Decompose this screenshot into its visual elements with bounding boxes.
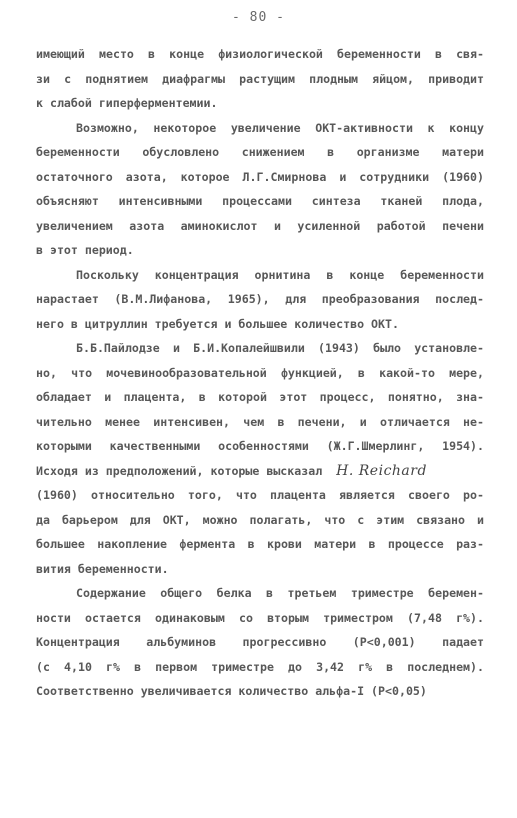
- text-line: имеющий место в конце физиологической беременности в свя-: [36, 47, 484, 61]
- text-line: остаточного азота, которое Л.Г.Смирнова и сотрудники (1960): [36, 169, 484, 184]
- text-line: зи с поднятием диафрагмы растущим плодным яйцом, приводит: [36, 71, 484, 86]
- text-line: объясняют интенсивными процессами синтеза тканей плода,: [36, 194, 484, 208]
- text-line: Содержание общего белка в третьем триместре беремен-: [76, 586, 484, 600]
- text-line: него в цитруллин требуется и большее количество ОКТ.: [36, 316, 399, 331]
- handwritten-author-name: H. Reichard: [336, 462, 427, 479]
- text-line: к слабой гиперферментемии.: [36, 96, 218, 110]
- text-segment: Исходя из предположений, которые высказал: [36, 463, 323, 478]
- text-line: в этот период.: [36, 243, 134, 257]
- text-line-with-handwriting: [36, 459, 484, 484]
- text-line: чительно менее интенсивен, чем в печени, и отличается не-: [36, 414, 484, 429]
- text-line: Возможно, некоторое увеличение ОКТ-активности к концу: [76, 120, 484, 135]
- body-text: [36, 42, 484, 704]
- text-line: но, что мочевинообразовательной функцией, в какой-то мере,: [36, 365, 484, 380]
- text-line: Поскольку концентрация орнитина в конце беременности: [76, 267, 484, 282]
- text-line: да барьером для ОКТ, можно полагать, что с этим связано и: [36, 512, 484, 527]
- page-number: - 80 -: [232, 10, 285, 25]
- text-line: ности остается одинаковым со вторым триместром (7,48 г%).: [36, 610, 484, 625]
- text-line: обладает и плацента, в которой этот процесс, понятно, зна-: [36, 390, 484, 404]
- text-line: Соответственно увеличивается количество альфа-I (Р<0,05): [36, 684, 427, 698]
- text-line: беременности обусловлено снижением в организме матери: [36, 145, 484, 159]
- text-line: увеличением азота аминокислот и усиленной работой печени: [36, 218, 484, 233]
- text-line: Б.Б.Пайлодзе и Б.И.Копалейшвили (1943) было установле-: [76, 341, 484, 355]
- text-line: нарастает (В.М.Лифанова, 1965), для преобразования послед-: [36, 292, 484, 306]
- text-line: (1960) относительно того, что плацента является своего ро-: [36, 488, 484, 502]
- text-line: Концентрация альбуминов прогрессивно (Р<0,001) падает: [36, 635, 484, 649]
- text-line: вития беременности.: [36, 561, 169, 576]
- text-line: большее накопление фермента в крови матери в процессе раз-: [36, 537, 484, 551]
- text-line: (с 4,10 г% в первом триместре до 3,42 г% в последнем).: [36, 659, 484, 674]
- text-line: которыми качественными особенностями (Ж.Г.Шмерлинг, 1954).: [36, 439, 484, 453]
